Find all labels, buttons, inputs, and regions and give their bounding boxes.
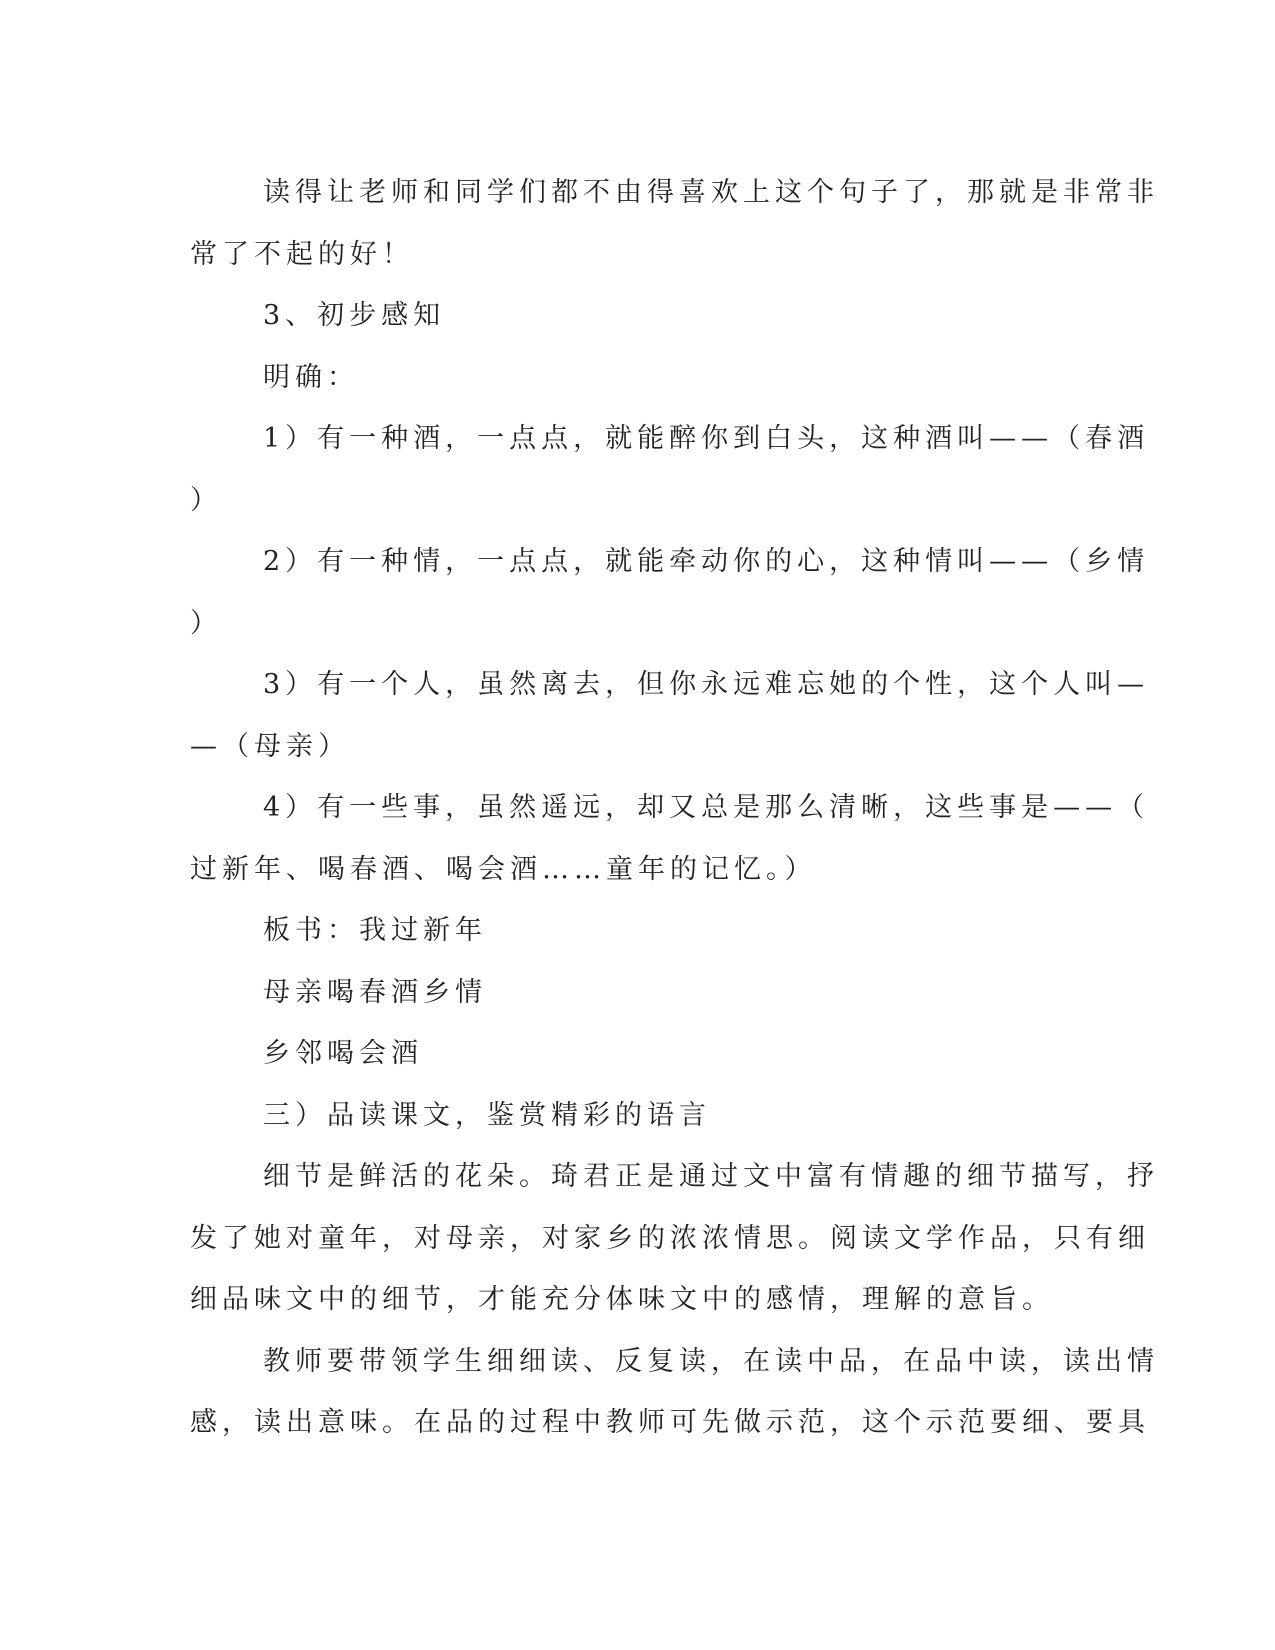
paragraph-line: 细节是鲜活的花朵。琦君正是通过文中富有情趣的细节描写，抒 — [263, 1161, 1159, 1192]
paragraph-line: 教师要带领学生细细读、反复读，在读中品，在品中读，读出情 — [263, 1345, 1159, 1377]
section-heading: 三）品读课文，鉴赏精彩的语言 — [263, 1099, 711, 1131]
paragraph-line: 细品味文中的细节，才能充分体味文中的感情，理解的意旨。 — [190, 1284, 1054, 1315]
list-item: 2）有一种情，一点点，就能牵动你的心，这种情叫——（乡情 — [263, 546, 1150, 577]
paragraph-line: 常了不起的好！ — [190, 238, 414, 270]
board-notes-line: 母亲喝春酒乡情 — [263, 976, 487, 1008]
list-item-continuation: ） — [190, 484, 222, 516]
list-item-continuation: ） — [190, 607, 222, 639]
board-notes-line: 板书：我过新年 — [263, 915, 487, 946]
paragraph-line: 明确： — [263, 361, 359, 393]
document-body — [190, 162, 1159, 1454]
paragraph-line: 发了她对童年，对母亲，对家乡的浓浓情思。阅读文学作品，只有细 — [190, 1222, 1150, 1254]
list-item-continuation: 过新年、喝春酒、喝会酒……童年的记忆。） — [190, 853, 817, 885]
list-item: 3）有一个人，虽然离去，但你永远难忘她的个性，这个人叫— — [263, 669, 1150, 700]
list-item: 4）有一些事，虽然遥远，却又总是那么清晰，这些事是——（ — [263, 792, 1150, 823]
section-heading: 3、初步感知 — [263, 300, 446, 331]
paragraph-line: 感，读出意味。在品的过程中教师可先做示范，这个示范要细、要具 — [190, 1407, 1150, 1438]
list-item-continuation: —（母亲） — [190, 730, 350, 762]
board-notes-line: 乡邻喝会酒 — [263, 1038, 423, 1069]
paragraph-line: 读得让老师和同学们都不由得喜欢上这个句子了，那就是非常非 — [263, 177, 1159, 208]
list-item: 1）有一种酒，一点点，就能醉你到白头，这种酒叫——（春酒 — [263, 423, 1150, 454]
